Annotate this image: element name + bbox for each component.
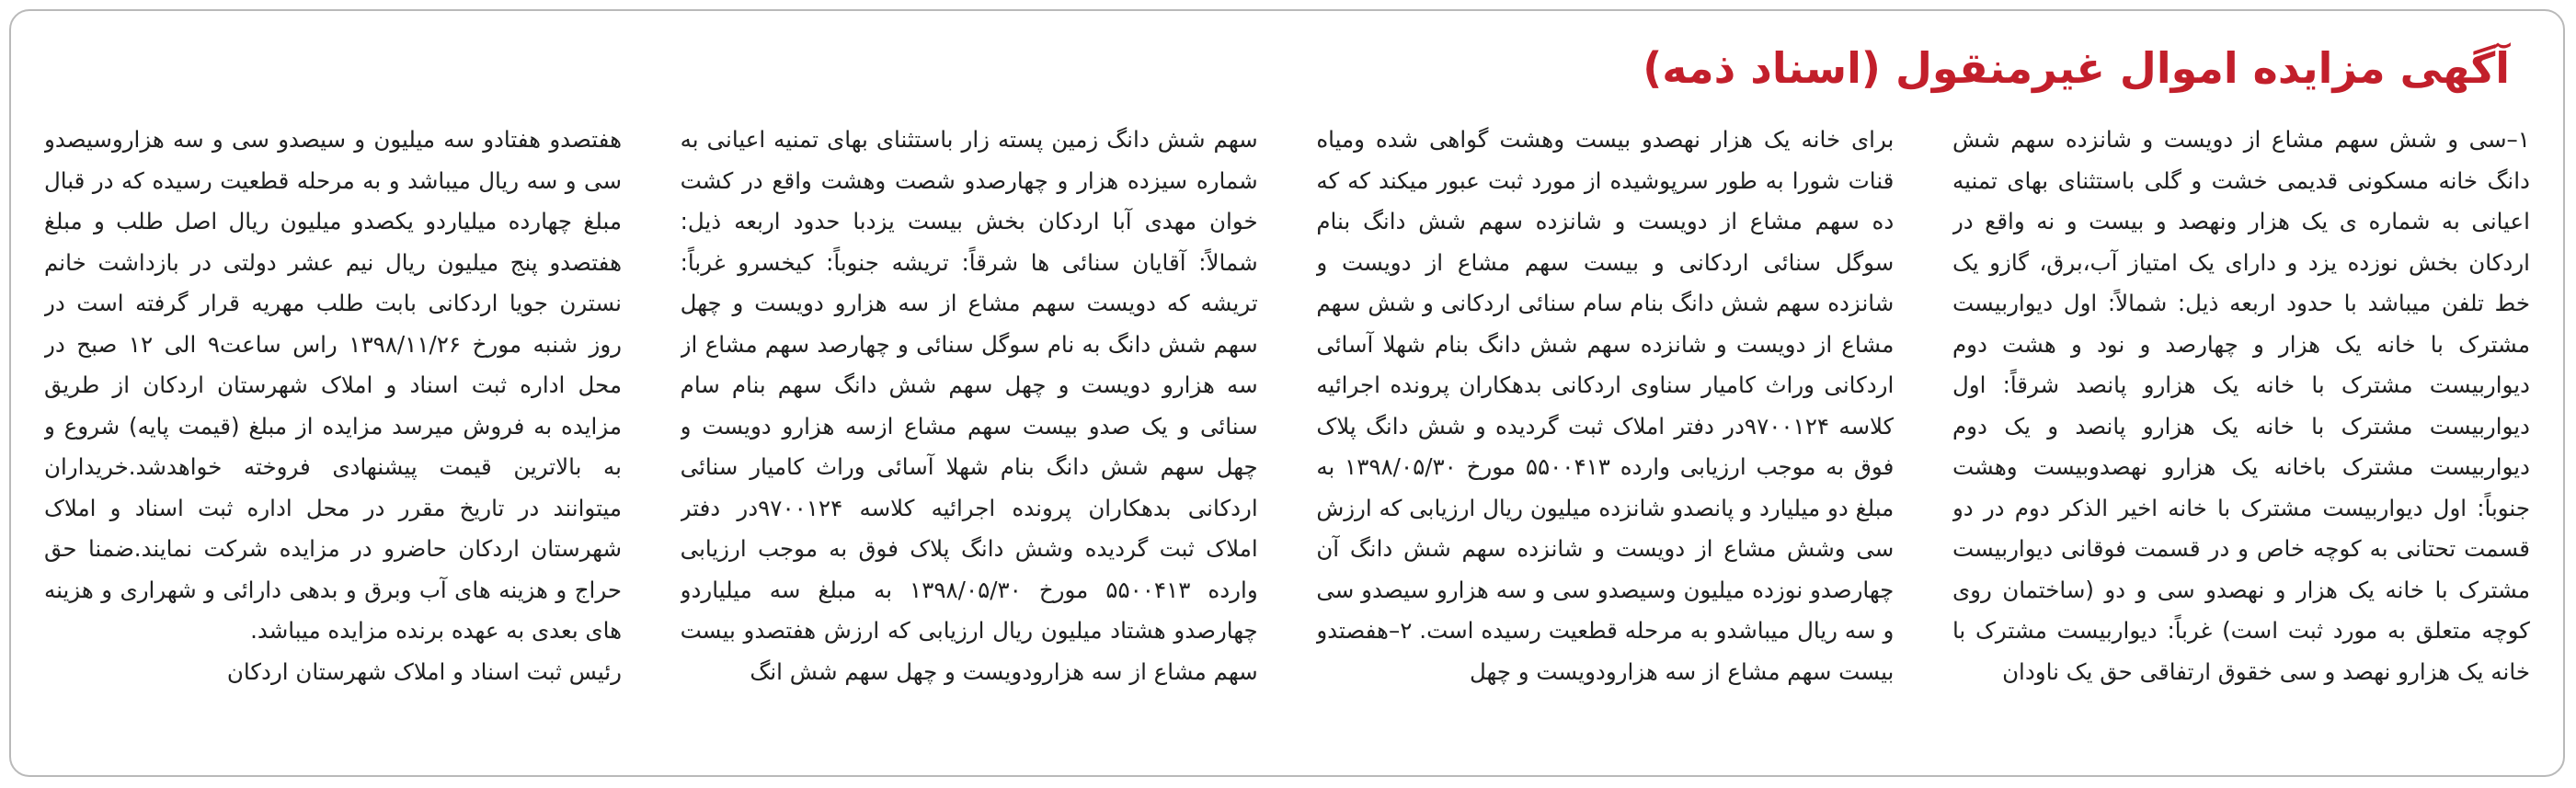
notice-column-3: [681, 120, 1258, 754]
notice-column-2: [1316, 120, 1894, 754]
notice-column-1: [1952, 120, 2530, 754]
notice-columns: [44, 120, 2530, 754]
signature-line: رئیس ثبت اسناد و املاک شهرستان اردکان: [226, 657, 622, 685]
column-4-text: هفتصدو هفتادو سه میلیون و سیصدو سی و سه هزاروسیصدو سی و سه ریال میباشد و به مرحله قطعیت رسیده که در قبال مبلغ چهارده میلیاردو یکصدو میلیون ریال اصل طلب و مبلغ هفتصدو پنج میلیون ریال نیم عشر دولتی در بازداشت خانم نسترن جویا اردکانی بابت طلب مهریه قرار گرفته است در روز شنبه مورخ ۱۳۹۸/۱۱/۲۶ راس ساعت۹ الی ۱۲ صبح در محل اداره ثبت اسناد و املاک شهرستان اردکان از طریق مزایده به فروش میرسد مزایده از مبلغ (قیمت پایه) شروع و به بالاترین قیمت پیشنهادی فروخته خواهدشد.خریداران میتوانند در تاریخ مقرر در محل اداره ثبت اسناد و املاک شهرستان اردکان حاضرو در مزایده شرکت نمایند.ضمنا حق حراج و هزینه های آب وبرق و بدهی دارائی و شهراری و هزینه های بعدی به عهده برنده مزایده میباشد.: [44, 126, 622, 644]
notice-column-4: [44, 120, 622, 754]
column-1-text: ۱–سی و شش سهم مشاع از دویست و شانزده سهم شش دانگ خانه مسکونی قدیمی خشت و گلی باستثنای بهای تمنیه اعیانی به شماره ی یک هزار ونهصد و بیست و نه واقع در اردکان بخش نوزده یزد و دارای یک امتیاز آب،برق، گازو یک خط تلفن میباشد با حدود اربعه ذیل: شمالاً: اول دیواربیست مشترک با خانه یک هزار و چهارصد و نود و هشت دوم دیواربیست مشترک با خانه یک هزارو پانصد شرقاً: اول دیواربیست مشترک با خانه یک هزارو پانصد و یک دوم دیواربیست مشترک باخانه یک هزارو نهصدوبیست وهشت جنوباً: اول دیواربیست مشترک با خانه اخیر الذکر دوم در دو قسمت تحتانی به کوچه خاص و در قسمت فوقانی دیواربیست مشترک با خانه یک هزار و نهصدو سی و دو (ساختمان روی کوچه متعلق به مورد ثبت است) غرباً: دیواربیست مشترک با خانه یک هزارو نهصد و سی خقوق ارتفاقی حق یک ناودان: [1952, 126, 2530, 685]
column-2-text: برای خانه یک هزار نهصدو بیست وهشت گواهی شده ومیاه قنات شورا به طور سرپوشیده از مورد ثبت عبور میکند که که ده سهم مشاع از دویست و شانزده سهم شش دانگ بنام سوگل سنائی اردکانی و بیست سهم مشاع از دویست و شانزده سهم شش دانگ بنام سام سنائی اردکانی و شش سهم مشاع از دویست و شانزده سهم شش دانگ بنام شهلا آسائی اردکانی وراث کامیار سناوی اردکانی بدهکاران پرونده اجرائیه کلاسه ۹۷۰۰۱۲۴در دفتر املاک ثبت گردیده و شش دانگ پلاک فوق به موجب ارزیابی وارده ۵۵۰۰۴۱۳ مورخ ۱۳۹۸/۰۵/۳۰ به مبلغ دو میلیارد و پانصدو شانزده میلیون ریال ارزیابی که ارزش سی وشش مشاع از دویست و شانزده سهم شش دانگ آن چهارصدو نوزده میلیون وسیصدو سی و سه هزارو سیصدو سی و سه ریال میباشدو به مرحله قطعیت رسیده است. ۲–هفصتدو بیست سهم مشاع از سه هزارودویست و چهل: [1316, 126, 1895, 685]
notice-frame: [9, 9, 2565, 777]
notice-title: آگهی مزایده اموال غیرمنقول (اسناد ذمه): [1643, 43, 2510, 93]
column-3-text: سهم شش دانگ زمین پسته زار باستثنای بهای تمنیه اعیانی به شماره سیزده هزار و چهارصدو شصت وهشت واقع در کشت خوان مهدی آبا اردکان بخش بیست یزدبا حدود اربعه ذیل: شمالاً: آقایان سنائی ها شرقاً: تریشه جنوباً: کیخسرو غرباً: تریشه که دویست سهم مشاع از سه هزارو دویست و چهل سهم شش دانگ به نام سوگل سنائی و چهارصد سهم مشاع از سه هزارو دویست و چهل سهم شش دانگ سهم بنام سام سنائی و یک صدو بیست سهم مشاع ازسه هزارو دویست و چهل سهم شش دانگ بنام شهلا آسائی وراث کامیار سنائی اردکانی بدهکاران پرونده اجرائیه کلاسه ۹۷۰۰۱۲۴در دفتر املاک ثبت گردیده وشش دانگ پلاک فوق به موجب ارزیابی وارده ۵۵۰۰۴۱۳ مورخ ۱۳۹۸/۰۵/۳۰ به مبلغ سه میلیاردو چهارصدو هشتاد میلیون ریال ارزیابی که ارزش هفتصدو بیست سهم مشاع از سه هزارودویست و چهل سهم شش انگ: [680, 126, 1258, 685]
